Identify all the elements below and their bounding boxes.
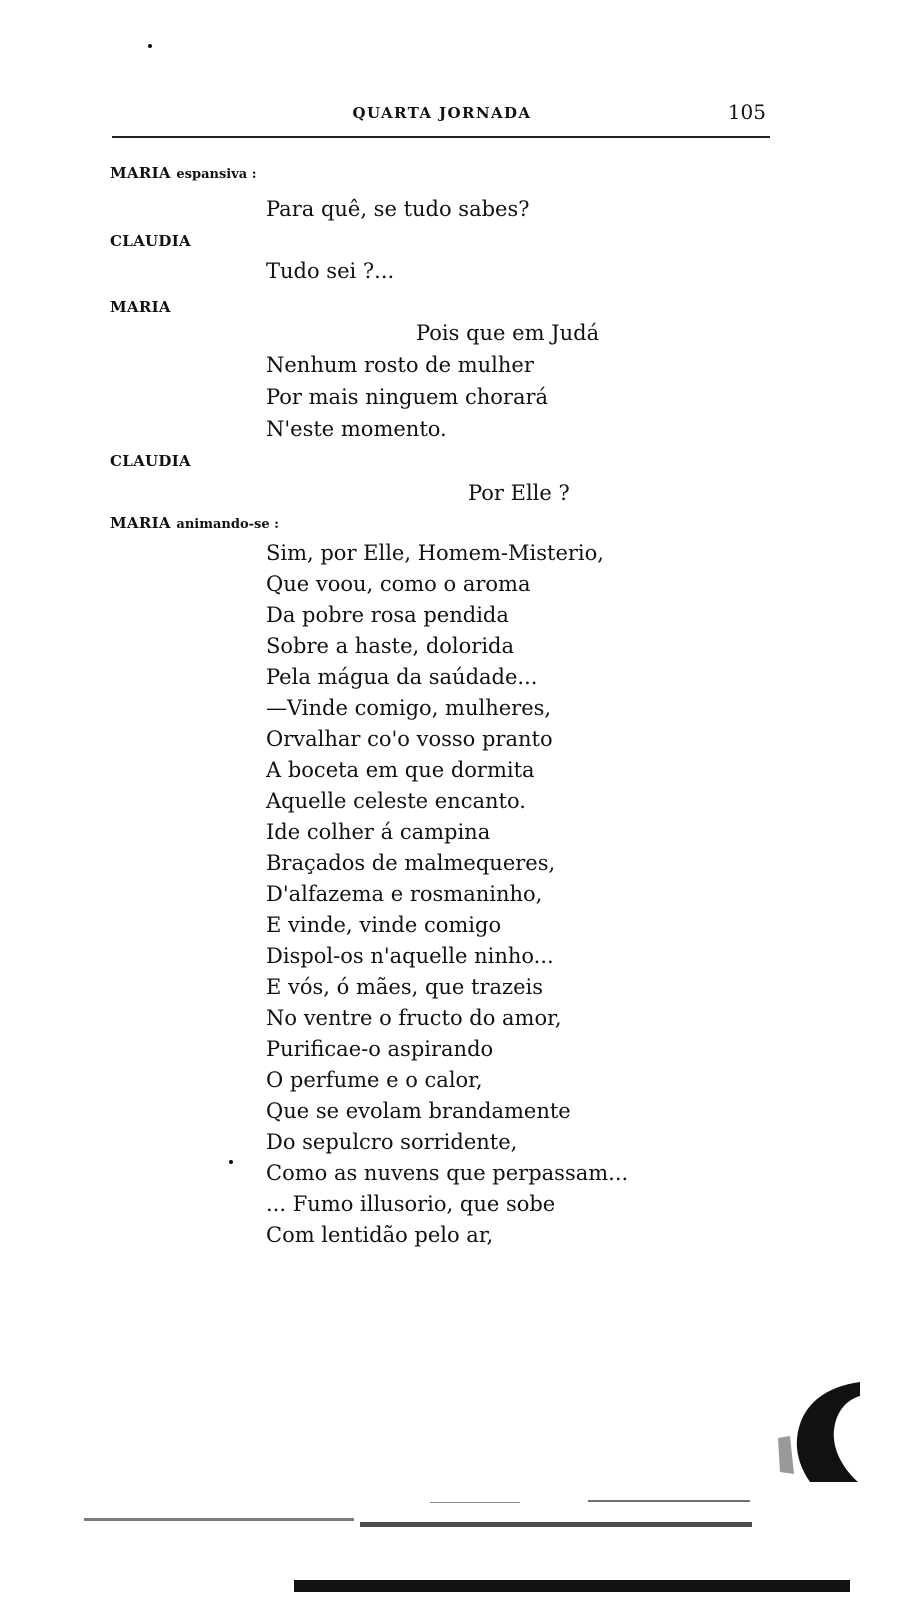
verse-line: ... Fumo illusorio, que sobe <box>266 1192 556 1216</box>
verse-line: Orvalhar co'o vosso pranto <box>266 727 553 751</box>
scan-edge-streak <box>588 1500 750 1502</box>
stage-direction: espansiva : <box>176 167 257 182</box>
scan-edge-streak <box>84 1518 354 1521</box>
speaker-label <box>110 232 191 250</box>
verse-line: D'alfazema e rosmaninho, <box>266 882 543 906</box>
speaker-label <box>110 298 171 316</box>
scan-edge-streak <box>430 1502 520 1503</box>
speaker-label <box>110 452 191 470</box>
stage-direction: animando-se : <box>176 517 279 532</box>
ink-speck <box>229 1160 233 1164</box>
verse-line: Para quê, se tudo sabes? <box>266 197 530 221</box>
verse-line: Pois que em Judá <box>416 321 600 345</box>
header-rule <box>112 136 770 138</box>
verse-line: —Vinde comigo, mulheres, <box>266 696 552 720</box>
verse-line: Purificae-o aspirando <box>266 1037 494 1061</box>
speaker-label <box>110 514 279 532</box>
verse-line: A boceta em que dormita <box>266 758 535 782</box>
speaker-name: MARIA <box>110 514 171 532</box>
ink-speck <box>148 44 152 48</box>
verse-line: Sobre a haste, dolorida <box>266 634 515 658</box>
verse-line: N'este momento. <box>266 417 447 441</box>
speaker-label <box>110 164 257 182</box>
speaker-name: MARIA <box>110 164 171 182</box>
speaker-name: CLAUDIA <box>110 452 191 470</box>
running-title: QUARTA JORNADA <box>352 104 532 122</box>
running-header <box>112 100 772 132</box>
verse-line: No ventre o fructo do amor, <box>266 1006 562 1030</box>
verse-line: Pela mágua da saúdade... <box>266 665 538 689</box>
verse-line: E vinde, vinde comigo <box>266 913 502 937</box>
page-number: 105 <box>727 100 766 124</box>
verse-line: Por mais ninguem chorará <box>266 385 549 409</box>
verse-line: Nenhum rosto de mulher <box>266 353 534 377</box>
verse-line: Com lentidão pelo ar, <box>266 1223 494 1247</box>
verse-line: Sim, por Elle, Homem-Misterio, <box>266 541 604 565</box>
verse-line: E vós, ó mães, que trazeis <box>266 975 543 999</box>
speaker-name: CLAUDIA <box>110 232 191 250</box>
verse-line: Tudo sei ?... <box>266 259 395 283</box>
verse-line: Ide colher á campina <box>266 820 491 844</box>
verse-line: Braçados de malmequeres, <box>266 851 556 875</box>
verse-line: Que se evolam brandamente <box>266 1099 571 1123</box>
verse-line: Que voou, como o aroma <box>266 572 531 596</box>
scan-edge-streak <box>360 1522 752 1527</box>
verse-line: Aquelle celeste encanto. <box>266 789 526 813</box>
verse-line: Do sepulcro sorridente, <box>266 1130 518 1154</box>
scan-shadow-mark <box>760 1378 870 1488</box>
verse-line: Por Elle ? <box>468 481 570 505</box>
speaker-name: MARIA <box>110 298 171 316</box>
verse-line: Da pobre rosa pendida <box>266 603 509 627</box>
verse-line: O perfume e o calor, <box>266 1068 483 1092</box>
verse-line: Dispol-os n'aquelle ninho... <box>266 944 554 968</box>
verse-line: Como as nuvens que perpassam... <box>266 1161 629 1185</box>
scan-bottom-bar <box>294 1580 850 1592</box>
